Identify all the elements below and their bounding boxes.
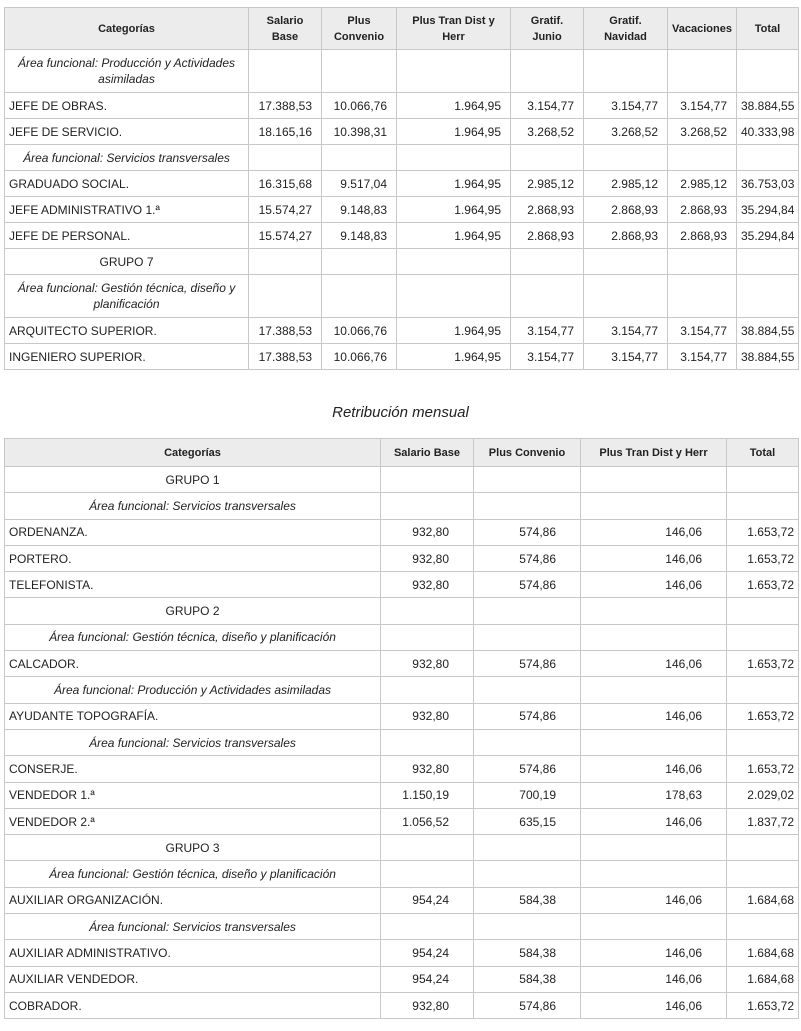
table-row — [5, 344, 799, 370]
empty-cell — [727, 598, 799, 624]
empty-cell — [581, 493, 727, 519]
empty-cell — [737, 50, 799, 93]
empty-cell — [322, 145, 397, 171]
empty-cell — [581, 677, 727, 703]
value-cell: 10.398,31 — [322, 119, 397, 145]
empty-cell — [381, 467, 474, 493]
empty-cell — [474, 914, 581, 940]
empty-cell — [581, 624, 727, 650]
value-cell: 2.868,93 — [584, 223, 668, 249]
category-cell: INGENIERO SUPERIOR. — [5, 344, 249, 370]
column-header: Plus Convenio — [322, 8, 397, 50]
value-cell: 2.868,93 — [511, 223, 584, 249]
value-cell: 932,80 — [381, 572, 474, 598]
empty-cell — [668, 249, 737, 275]
value-cell: 38.884,55 — [737, 344, 799, 370]
value-cell: 1.964,95 — [397, 93, 511, 119]
category-cell: JEFE DE OBRAS. — [5, 93, 249, 119]
column-header: Salario Base — [249, 8, 322, 50]
value-cell: 584,38 — [474, 966, 581, 992]
table-row — [5, 197, 799, 223]
value-cell: 574,86 — [474, 519, 581, 545]
category-cell: AUXILIAR ORGANIZACIÓN. — [5, 887, 381, 913]
value-cell: 9.517,04 — [322, 171, 397, 197]
table-row — [5, 887, 799, 913]
value-cell: 574,86 — [474, 756, 581, 782]
value-cell: 146,06 — [581, 808, 727, 834]
category-cell: PORTERO. — [5, 545, 381, 571]
category-cell: JEFE ADMINISTRATIVO 1.ª — [5, 197, 249, 223]
value-cell: 3.154,77 — [511, 344, 584, 370]
value-cell: 1.653,72 — [727, 572, 799, 598]
category-cell: ORDENANZA. — [5, 519, 381, 545]
empty-cell — [381, 677, 474, 703]
empty-cell — [381, 914, 474, 940]
category-cell: AUXILIAR ADMINISTRATIVO. — [5, 940, 381, 966]
empty-cell — [581, 729, 727, 755]
group-row — [5, 598, 799, 624]
value-cell: 35.294,84 — [737, 223, 799, 249]
value-cell: 17.388,53 — [249, 93, 322, 119]
empty-cell — [474, 677, 581, 703]
value-cell: 2.868,93 — [511, 197, 584, 223]
table-row — [5, 572, 799, 598]
area-label: Área funcional: Servicios transversales — [5, 145, 249, 171]
area-row — [5, 275, 799, 318]
value-cell: 146,06 — [581, 992, 727, 1018]
value-cell: 16.315,68 — [249, 171, 322, 197]
value-cell: 40.333,98 — [737, 119, 799, 145]
value-cell: 1.653,72 — [727, 519, 799, 545]
value-cell: 1.653,72 — [727, 651, 799, 677]
area-row — [5, 145, 799, 171]
value-cell: 18.165,16 — [249, 119, 322, 145]
value-cell: 954,24 — [381, 966, 474, 992]
category-cell: AUXILIAR VENDEDOR. — [5, 966, 381, 992]
value-cell: 574,86 — [474, 651, 581, 677]
area-label: Área funcional: Servicios transversales — [5, 914, 381, 940]
value-cell: 2.985,12 — [668, 171, 737, 197]
table-header-row — [5, 439, 799, 467]
value-cell: 1.964,95 — [397, 344, 511, 370]
category-cell: CONSERJE. — [5, 756, 381, 782]
group-label: GRUPO 7 — [5, 249, 249, 275]
value-cell: 146,06 — [581, 651, 727, 677]
value-cell: 10.066,76 — [322, 344, 397, 370]
empty-cell — [511, 275, 584, 318]
column-header: Gratif. Navidad — [584, 8, 668, 50]
area-label: Área funcional: Gestión técnica, diseño y planificación — [5, 275, 249, 318]
value-cell: 574,86 — [474, 572, 581, 598]
column-header: Gratif. Junio — [511, 8, 584, 50]
empty-cell — [381, 598, 474, 624]
empty-cell — [737, 249, 799, 275]
value-cell: 1.964,95 — [397, 119, 511, 145]
value-cell: 35.294,84 — [737, 197, 799, 223]
value-cell: 10.066,76 — [322, 93, 397, 119]
value-cell: 3.268,52 — [584, 119, 668, 145]
empty-cell — [727, 467, 799, 493]
value-cell: 2.868,93 — [668, 223, 737, 249]
empty-cell — [322, 249, 397, 275]
value-cell: 1.964,95 — [397, 223, 511, 249]
area-row — [5, 50, 799, 93]
empty-cell — [727, 835, 799, 861]
empty-cell — [727, 493, 799, 519]
column-header: Plus Convenio — [474, 439, 581, 467]
area-row — [5, 677, 799, 703]
category-cell: ARQUITECTO SUPERIOR. — [5, 318, 249, 344]
value-cell: 146,06 — [581, 545, 727, 571]
value-cell: 3.154,77 — [511, 93, 584, 119]
value-cell: 932,80 — [381, 703, 474, 729]
group-label: GRUPO 2 — [5, 598, 381, 624]
value-cell: 932,80 — [381, 651, 474, 677]
group-label: GRUPO 1 — [5, 467, 381, 493]
value-cell: 635,15 — [474, 808, 581, 834]
empty-cell — [397, 50, 511, 93]
table-row — [5, 519, 799, 545]
value-cell: 932,80 — [381, 519, 474, 545]
empty-cell — [397, 249, 511, 275]
empty-cell — [727, 861, 799, 887]
empty-cell — [668, 50, 737, 93]
value-cell: 574,86 — [474, 545, 581, 571]
column-header: Plus Tran Dist y Herr — [581, 439, 727, 467]
category-cell: JEFE DE PERSONAL. — [5, 223, 249, 249]
area-label: Área funcional: Servicios transversales — [5, 493, 381, 519]
category-cell: COBRADOR. — [5, 992, 381, 1018]
table-row — [5, 119, 799, 145]
area-label: Área funcional: Gestión técnica, diseño y planificación — [5, 624, 381, 650]
group-row — [5, 249, 799, 275]
value-cell: 574,86 — [474, 703, 581, 729]
empty-cell — [581, 835, 727, 861]
table-row — [5, 992, 799, 1018]
category-cell: TELEFONISTA. — [5, 572, 381, 598]
value-cell: 17.388,53 — [249, 318, 322, 344]
table-row — [5, 966, 799, 992]
empty-cell — [249, 249, 322, 275]
value-cell: 146,06 — [581, 756, 727, 782]
value-cell: 17.388,53 — [249, 344, 322, 370]
empty-cell — [584, 145, 668, 171]
empty-cell — [727, 624, 799, 650]
value-cell: 3.154,77 — [584, 344, 668, 370]
empty-cell — [381, 861, 474, 887]
value-cell: 1.684,68 — [727, 966, 799, 992]
value-cell: 932,80 — [381, 545, 474, 571]
empty-cell — [397, 275, 511, 318]
value-cell: 146,06 — [581, 572, 727, 598]
empty-cell — [322, 275, 397, 318]
empty-cell — [474, 624, 581, 650]
category-cell: GRADUADO SOCIAL. — [5, 171, 249, 197]
table-row — [5, 651, 799, 677]
value-cell: 178,63 — [581, 782, 727, 808]
empty-cell — [397, 145, 511, 171]
empty-cell — [584, 249, 668, 275]
value-cell: 2.868,93 — [584, 197, 668, 223]
column-header: Salario Base — [381, 439, 474, 467]
empty-cell — [737, 275, 799, 318]
area-row — [5, 624, 799, 650]
empty-cell — [474, 729, 581, 755]
area-label: Área funcional: Servicios transversales — [5, 729, 381, 755]
table-row — [5, 756, 799, 782]
empty-cell — [474, 467, 581, 493]
value-cell: 2.029,02 — [727, 782, 799, 808]
empty-cell — [511, 50, 584, 93]
value-cell: 3.268,52 — [511, 119, 584, 145]
value-cell: 932,80 — [381, 992, 474, 1018]
empty-cell — [249, 145, 322, 171]
table-row — [5, 318, 799, 344]
empty-cell — [511, 249, 584, 275]
value-cell: 1.837,72 — [727, 808, 799, 834]
group-row — [5, 835, 799, 861]
empty-cell — [474, 861, 581, 887]
empty-cell — [584, 275, 668, 318]
value-cell: 1.684,68 — [727, 940, 799, 966]
category-cell: VENDEDOR 2.ª — [5, 808, 381, 834]
value-cell: 1.964,95 — [397, 171, 511, 197]
value-cell: 146,06 — [581, 966, 727, 992]
value-cell: 954,24 — [381, 940, 474, 966]
table-header-row — [5, 8, 799, 50]
value-cell: 10.066,76 — [322, 318, 397, 344]
area-row — [5, 861, 799, 887]
value-cell: 2.985,12 — [584, 171, 668, 197]
empty-cell — [474, 835, 581, 861]
value-cell: 1.653,72 — [727, 756, 799, 782]
group-label: GRUPO 3 — [5, 835, 381, 861]
column-header: Categorías — [5, 8, 249, 50]
empty-cell — [511, 145, 584, 171]
empty-cell — [668, 275, 737, 318]
value-cell: 574,86 — [474, 992, 581, 1018]
empty-cell — [381, 835, 474, 861]
empty-cell — [581, 861, 727, 887]
empty-cell — [381, 729, 474, 755]
table-row — [5, 545, 799, 571]
empty-cell — [249, 50, 322, 93]
empty-cell — [381, 493, 474, 519]
empty-cell — [581, 467, 727, 493]
area-row — [5, 729, 799, 755]
empty-cell — [727, 914, 799, 940]
column-header: Total — [727, 439, 799, 467]
empty-cell — [474, 598, 581, 624]
area-label: Área funcional: Producción y Actividades asimiladas — [5, 677, 381, 703]
empty-cell — [474, 493, 581, 519]
value-cell: 700,19 — [474, 782, 581, 808]
table-row — [5, 223, 799, 249]
value-cell: 146,06 — [581, 519, 727, 545]
group-row — [5, 467, 799, 493]
empty-cell — [249, 275, 322, 318]
value-cell: 3.154,77 — [668, 93, 737, 119]
value-cell: 9.148,83 — [322, 223, 397, 249]
empty-cell — [668, 145, 737, 171]
value-cell: 584,38 — [474, 940, 581, 966]
value-cell: 3.154,77 — [668, 344, 737, 370]
area-row — [5, 914, 799, 940]
value-cell: 3.268,52 — [668, 119, 737, 145]
value-cell: 15.574,27 — [249, 197, 322, 223]
empty-cell — [737, 145, 799, 171]
table-row — [5, 93, 799, 119]
value-cell: 1.964,95 — [397, 318, 511, 344]
value-cell: 146,06 — [581, 887, 727, 913]
value-cell: 9.148,83 — [322, 197, 397, 223]
value-cell: 146,06 — [581, 940, 727, 966]
value-cell: 38.884,55 — [737, 93, 799, 119]
category-cell: JEFE DE SERVICIO. — [5, 119, 249, 145]
monthly-salary-table — [4, 438, 799, 1019]
value-cell: 3.154,77 — [584, 93, 668, 119]
area-label: Área funcional: Producción y Actividades asimiladas — [5, 50, 249, 93]
empty-cell — [584, 50, 668, 93]
table-row — [5, 940, 799, 966]
value-cell: 1.653,72 — [727, 545, 799, 571]
value-cell: 1.684,68 — [727, 887, 799, 913]
value-cell: 3.154,77 — [584, 318, 668, 344]
empty-cell — [381, 624, 474, 650]
area-label: Área funcional: Gestión técnica, diseño y planificación — [5, 861, 381, 887]
empty-cell — [727, 729, 799, 755]
annual-salary-table — [4, 7, 799, 370]
value-cell: 1.056,52 — [381, 808, 474, 834]
table-row — [5, 782, 799, 808]
category-cell: AYUDANTE TOPOGRAFÍA. — [5, 703, 381, 729]
empty-cell — [322, 50, 397, 93]
value-cell: 3.154,77 — [668, 318, 737, 344]
table-row — [5, 171, 799, 197]
value-cell: 1.964,95 — [397, 197, 511, 223]
empty-cell — [581, 914, 727, 940]
value-cell: 1.653,72 — [727, 703, 799, 729]
value-cell: 3.154,77 — [511, 318, 584, 344]
table-row — [5, 703, 799, 729]
value-cell: 146,06 — [581, 703, 727, 729]
empty-cell — [581, 598, 727, 624]
category-cell: VENDEDOR 1.ª — [5, 782, 381, 808]
column-header: Vacaciones — [668, 8, 737, 50]
value-cell: 38.884,55 — [737, 318, 799, 344]
value-cell: 15.574,27 — [249, 223, 322, 249]
empty-cell — [727, 677, 799, 703]
column-header: Total — [737, 8, 799, 50]
value-cell: 1.150,19 — [381, 782, 474, 808]
value-cell: 2.985,12 — [511, 171, 584, 197]
value-cell: 954,24 — [381, 887, 474, 913]
table-caption: Retribución mensual — [332, 404, 469, 421]
value-cell: 932,80 — [381, 756, 474, 782]
value-cell: 2.868,93 — [668, 197, 737, 223]
column-header: Categorías — [5, 439, 381, 467]
value-cell: 1.653,72 — [727, 992, 799, 1018]
area-row — [5, 493, 799, 519]
column-header: Plus Tran Dist y Herr — [397, 8, 511, 50]
value-cell: 36.753,03 — [737, 171, 799, 197]
value-cell: 584,38 — [474, 887, 581, 913]
table-row — [5, 808, 799, 834]
category-cell: CALCADOR. — [5, 651, 381, 677]
